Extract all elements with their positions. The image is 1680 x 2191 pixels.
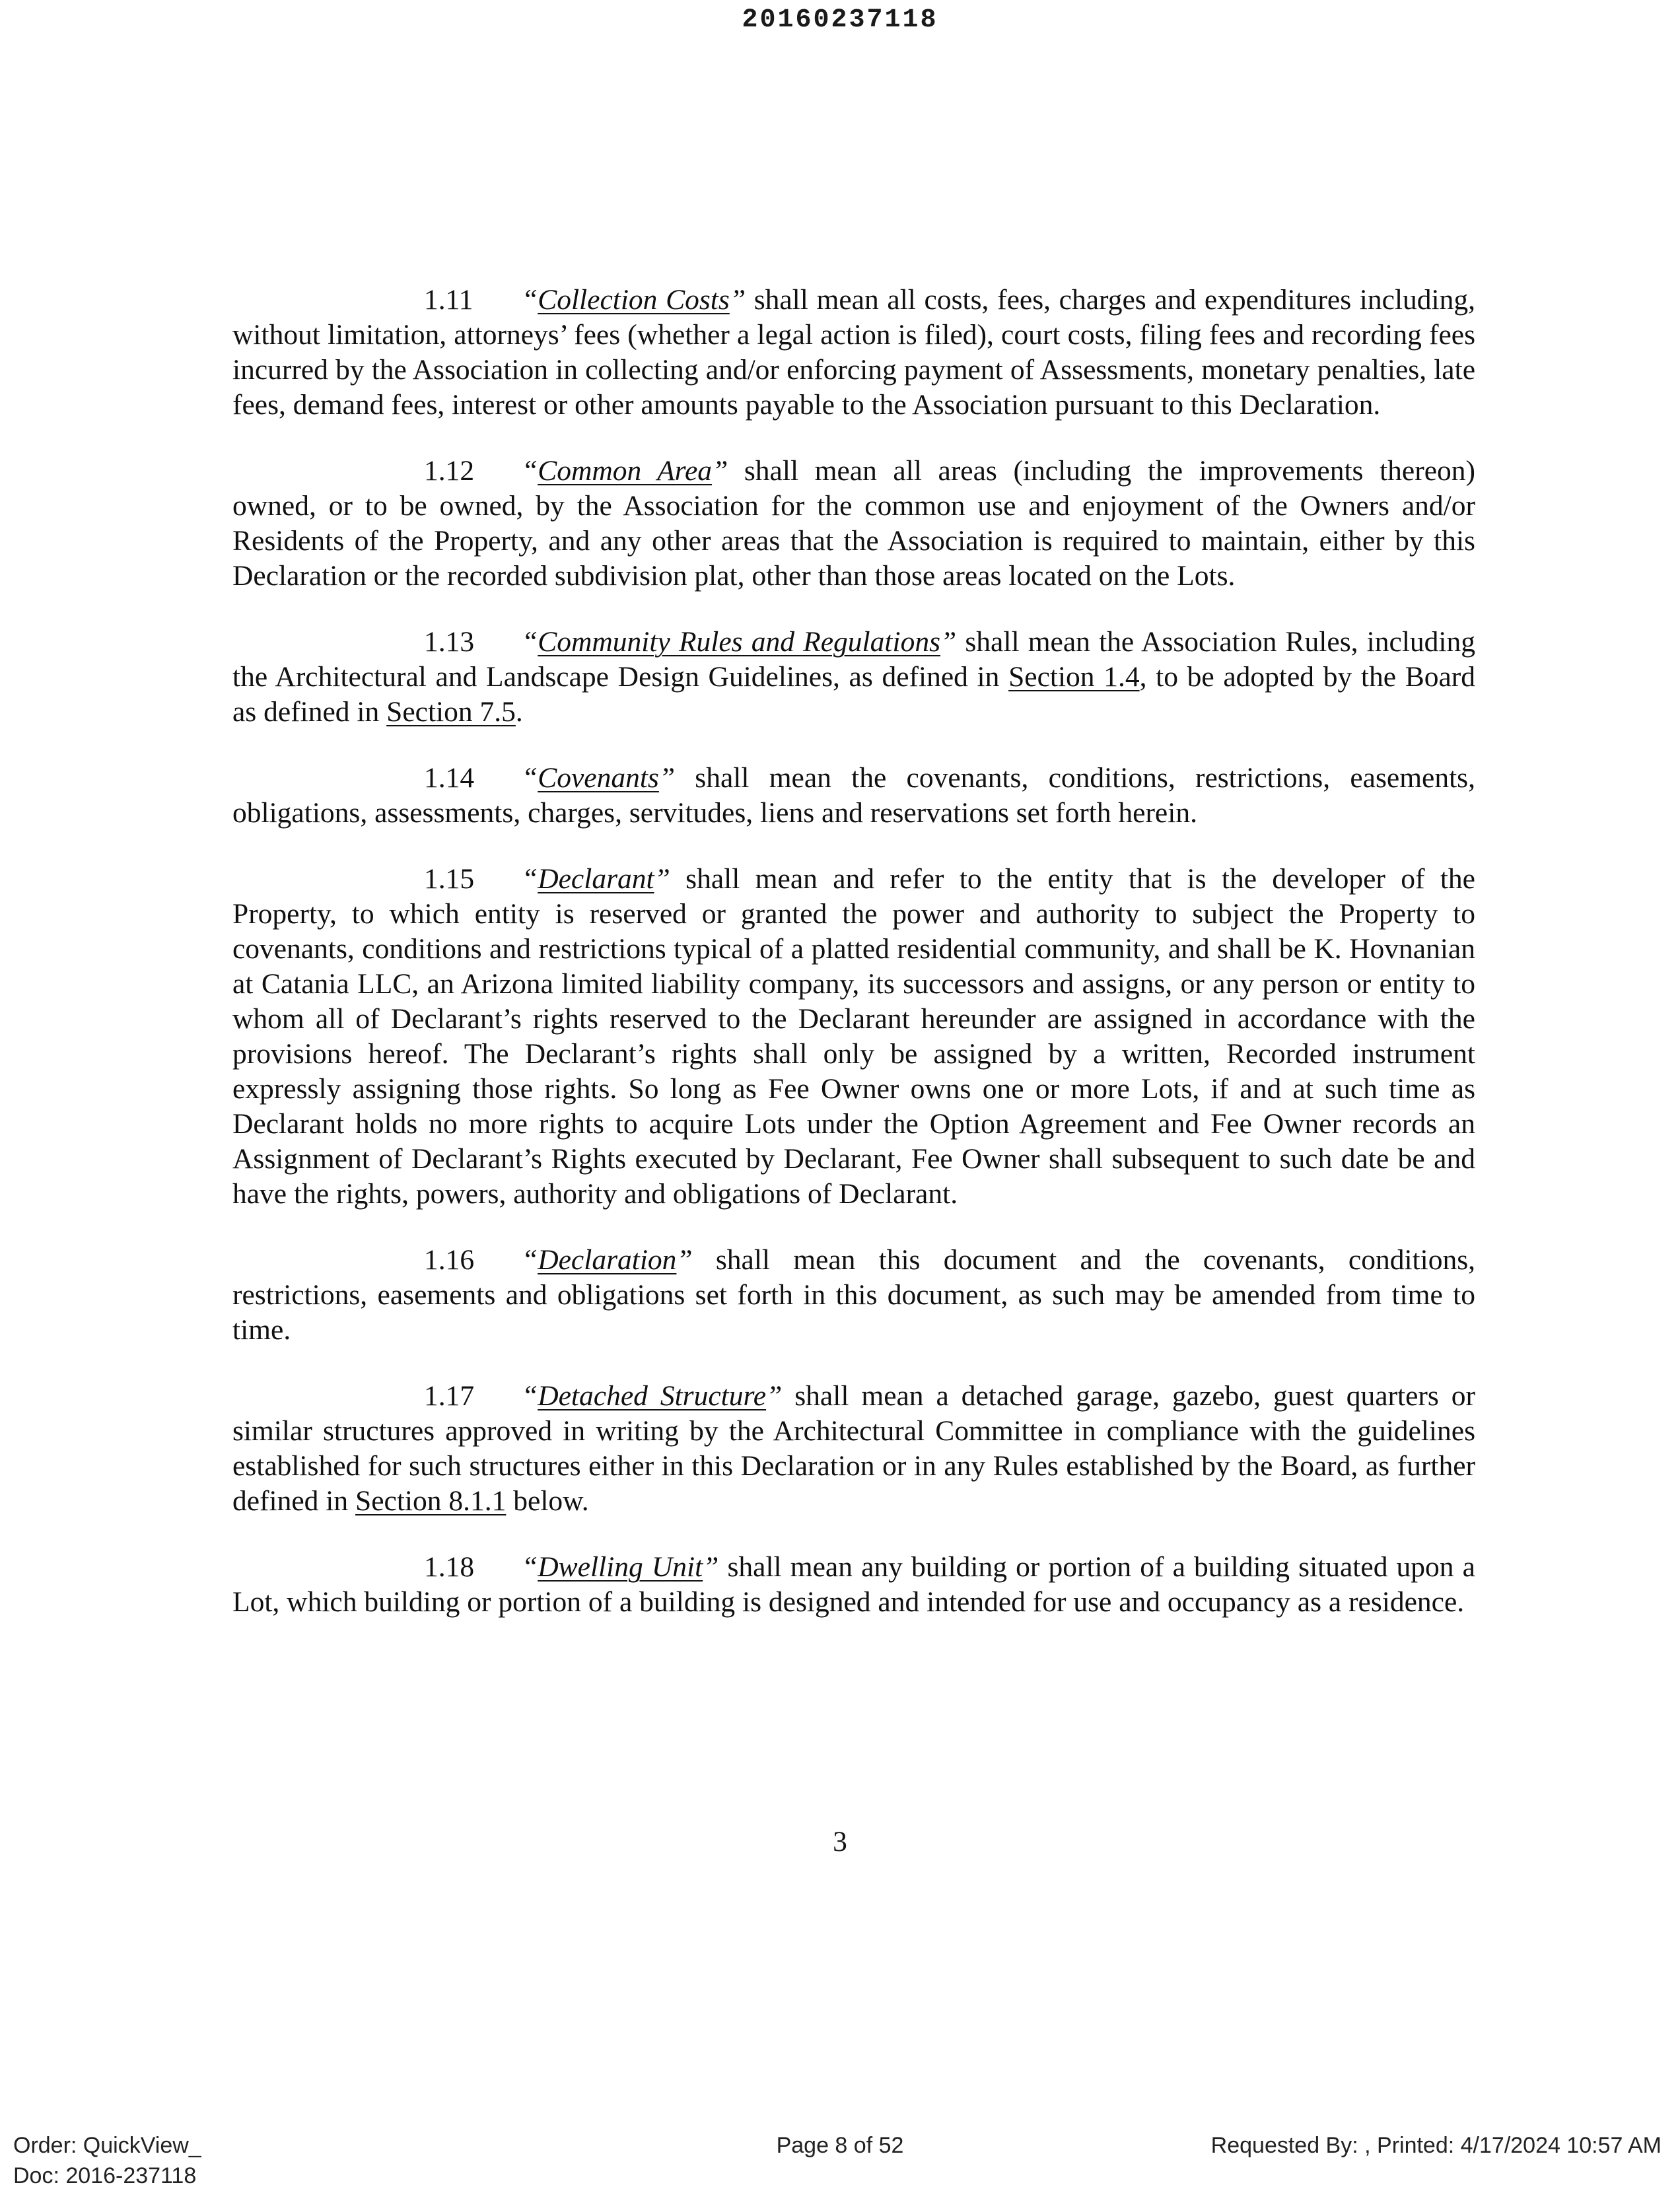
defined-term: “Detached Structure” [522,1380,783,1412]
defined-term: “Declaration” [522,1244,693,1276]
footer-order: Order: QuickView_ [13,2133,201,2158]
definition-1-17 [232,1379,1475,1519]
document-body [232,283,1475,1651]
section-number: 1.11 [424,284,473,316]
definition-1-12 [232,454,1475,594]
defined-term: “Dwelling Unit” [522,1551,719,1583]
section-number: 1.16 [424,1244,475,1276]
definition-text: shall mean any building or portion of a building situated upon a Lot, which building or portion of a building is designed and intended for use and occupancy as a residence. [232,1551,1475,1618]
section-number: 1.14 [424,762,475,794]
definition-text: shall mean all costs, fees, charges and expenditures including, without limitation, attorneys’ fees (whether a legal action is filed), court costs, filing fees and recording fees incurred by the Association in collecting and/or enforcing payment of Assessments, monetary penalties, late fees, demand fees, interest or other amounts payable to the Association pursuant to this Declaration. [232,284,1475,421]
section-number: 1.13 [424,626,475,658]
section-number: 1.15 [424,863,475,895]
definition-text: shall mean and refer to the entity that is the developer of the Property, to which entity is reserved or granted the power and authority to subject the Property to covenants, conditions and restrictions typical of a platted residential community, and shall be K. Hovnanian at Catania LLC, an Arizona limited liability company, its successors and assigns, or any person or entity to whom all of Declarant’s rights reserved to the Declarant hereunder are assigned in accordance with the provisions hereof. The Declarant’s rights shall only be assigned by a written, Recorded instrument expressly assigning those rights. So long as Fee Owner owns one or more Lots, if and at such time as Declarant holds no more rights to acquire Lots under the Option Agreement and Fee Owner records an Assignment of Declarant’s Rights executed by Declarant, Fee Owner shall subsequent to such date be and have the rights, powers, authority and obligations of Declarant. [232,863,1475,1210]
definition-1-15 [232,862,1475,1212]
footer-requested-by: Requested By: , Printed: 4/17/2024 10:57 AM [1210,2133,1662,2158]
defined-term: “Community Rules and Regulations” [522,626,957,658]
definition-1-18 [232,1550,1475,1620]
footer-doc: Doc: 2016-237118 [13,2163,197,2188]
section-reference-1-4: Section 1.4 [1008,661,1140,693]
page-number: 3 [833,1826,847,1858]
definition-1-11 [232,283,1475,423]
defined-term: “Covenants” [522,762,676,794]
definition-text: shall mean the Association Rules, including the Architectural and Landscape Design Guidelines, as defined in [232,626,1475,693]
definition-text: shall mean all areas (including the improvements thereon) owned, or to be owned, by the Association for the common use and enjoyment of the Owners and/or Residents of the Property, and any other areas that the Association is required to maintain, either by this Declaration or the recorded subdivision plat, other than those areas located on the Lots. [232,455,1475,592]
definition-1-16 [232,1243,1475,1348]
definition-1-13 [232,625,1475,730]
footer-page-count: Page 8 of 52 [776,2133,904,2158]
defined-term: “Declarant” [522,863,670,895]
definition-text: shall mean a detached garage, gazebo, guest quarters or similar structures approved in writing by the Architectural Committee in compliance with the guidelines established for such structures either in this Declaration or in any Rules established by the Board, as further defined in [232,1380,1476,1517]
section-number: 1.18 [424,1551,475,1583]
definition-text: . [515,696,523,728]
definition-text: shall mean this document and the covenants, conditions, restrictions, easements and obligations set forth in this document, as such may be amended from time to time. [232,1244,1475,1346]
recording-number: 20160237118 [742,5,938,35]
section-reference-7-5: Section 7.5 [386,696,516,728]
definition-1-14 [232,761,1475,831]
section-reference-8-1-1: Section 8.1.1 [355,1485,507,1517]
defined-term: “Collection Costs” [522,284,746,316]
defined-term: “Common Area” [522,455,728,487]
definition-text: below. [506,1485,589,1517]
definition-text: , to be adopted by the Board as defined in [232,661,1476,728]
section-number: 1.12 [424,455,475,487]
definition-text: shall mean the covenants, conditions, restrictions, easements, obligations, assessments, charges, servitudes, liens and reservations set forth herein. [232,762,1475,829]
section-number: 1.17 [424,1380,475,1412]
